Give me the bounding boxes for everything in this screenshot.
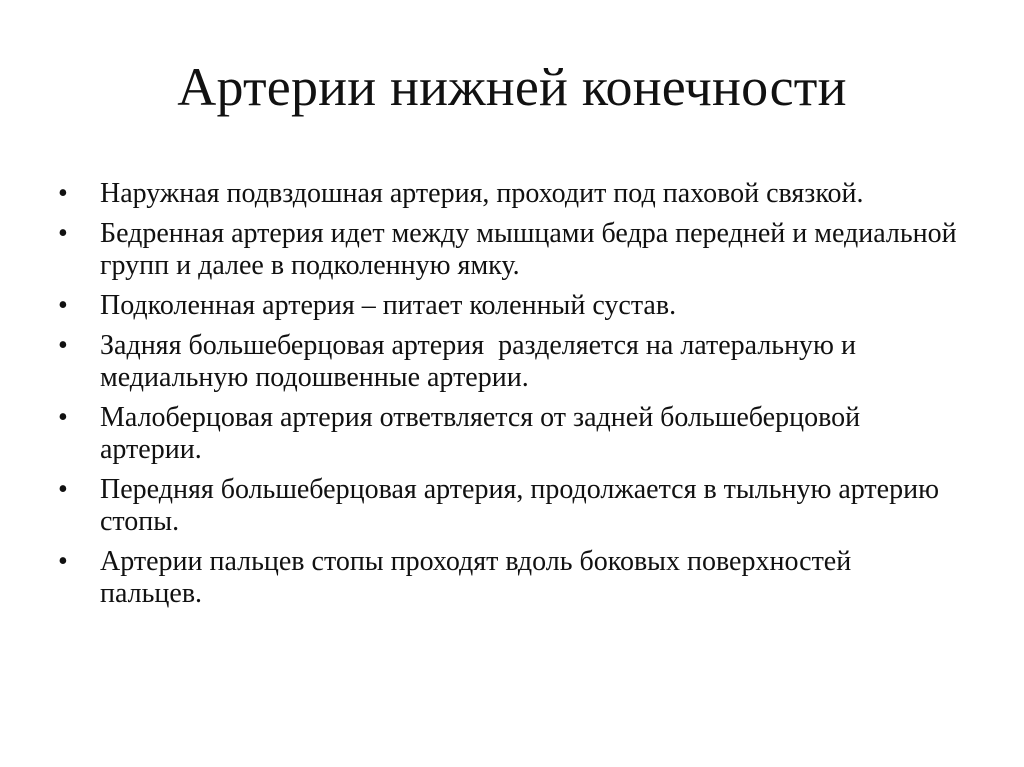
bullet-item — [58, 178, 958, 210]
bullet-text: Артерии пальцев стопы проходят вдоль боковых поверхностей пальцев. — [100, 546, 859, 609]
bullet-item — [58, 330, 958, 394]
bullet-text: Малоберцовая артерия ответвляется от задней большеберцовой артерии. — [100, 402, 868, 465]
bullet-item — [58, 290, 958, 322]
bullet-dot-icon: • — [58, 290, 68, 321]
bullet-dot-icon: • — [58, 402, 68, 433]
bullet-item — [58, 474, 958, 538]
bullet-item — [58, 402, 958, 466]
bullet-text: Передняя большеберцовая артерия, продолжается в тыльную артерию стопы. — [100, 474, 946, 537]
bullet-text: Задняя большеберцовая артерия разделяется на латеральную и медиальную подошвенные артерии. — [100, 330, 863, 393]
bullet-dot-icon: • — [58, 330, 68, 361]
bullet-list — [58, 178, 964, 618]
bullet-dot-icon: • — [58, 474, 68, 505]
bullet-text: Наружная подвздошная артерия, проходит под паховой связкой. — [100, 178, 864, 209]
bullet-text: Бедренная артерия идет между мышцами бедра передней и медиальной групп и далее в подколенную ямку. — [100, 218, 964, 281]
bullet-text: Подколенная артерия – питает коленный сустав. — [100, 290, 677, 321]
bullet-dot-icon: • — [58, 546, 68, 577]
slide-title: Артерии нижней конечности — [177, 57, 847, 117]
bullet-dot-icon: • — [58, 218, 68, 249]
bullet-item — [58, 546, 958, 610]
bullet-item — [58, 218, 964, 282]
bullet-dot-icon: • — [58, 178, 68, 209]
